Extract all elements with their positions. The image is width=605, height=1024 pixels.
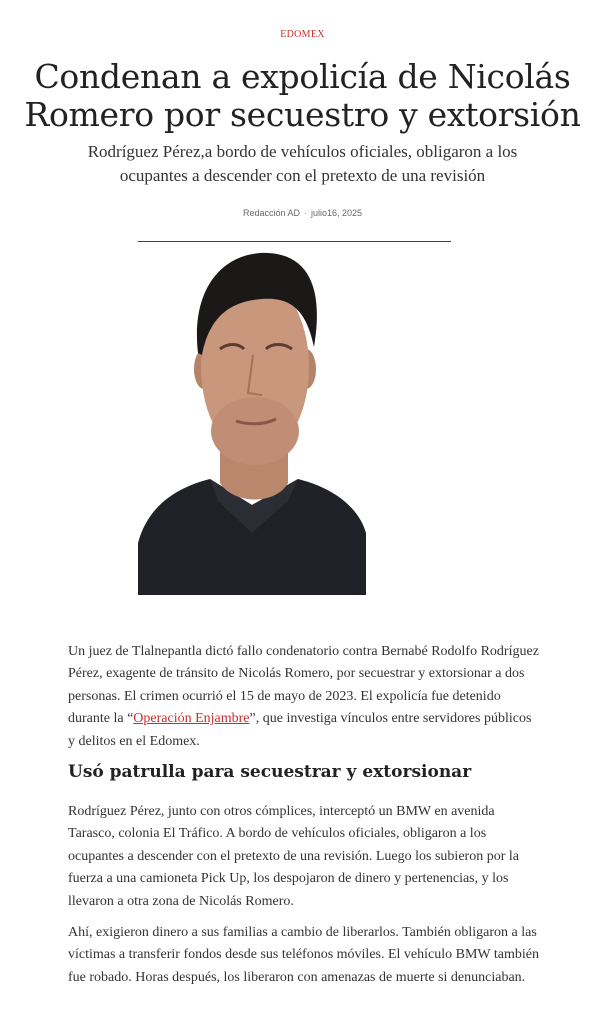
- section-subheading: Usó patrulla para secuestrar y extorsionar: [68, 762, 472, 782]
- article-body-paragraph-1: [68, 641, 540, 753]
- byline-separator: ·: [304, 208, 307, 218]
- mugshot-photo: [138, 243, 366, 595]
- paragraph-text: ”, que investiga vínculos entre servidores públicos y delitos en el Edomex.: [68, 711, 532, 749]
- article-byline: [0, 208, 605, 218]
- article-title: Condenan a expolicía de Nicolás Romero por secuestro y extorsión: [24, 57, 581, 134]
- publish-date: julio16, 2025: [311, 208, 363, 218]
- author-name[interactable]: Redacción AD: [242, 208, 300, 218]
- article-subtitle: Rodríguez Pérez,a bordo de vehículos oficiales, obligaron a los ocupantes a descender con el pretexto de una revisión: [87, 142, 518, 185]
- title-divider: [138, 241, 451, 242]
- article-photo: [138, 243, 366, 595]
- paragraph-text: Ahí, exigieron dinero a sus familias a cambio de liberarlos. También obligaron a las víctimas a transferir fondos desde sus teléfonos móviles. El vehículo BMW también fue robado. Horas después, los liberaron con amenazas de muerte si denunciaban.: [68, 925, 539, 985]
- article-body-paragraph-2: [68, 801, 540, 913]
- operacion-enjambre-link[interactable]: Operación Enjambre: [133, 711, 250, 727]
- article-category[interactable]: EDOMEX: [280, 29, 325, 40]
- paragraph-text: Un juez de Tlalnepantla dictó fallo condenatorio contra Bernabé Rodolfo Rodríguez Pérez, exagente de tránsito de Nicolás Romero, por secuestrar y extorsionar a dos personas. El crimen ocurrió el 15 de mayo de 2023. El expolicía fue detenido durante la “: [68, 644, 539, 727]
- paragraph-text: Rodríguez Pérez, junto con otros cómplices, interceptó un BMW en avenida Tarasco, colonia El Tráfico. A bordo de vehículos oficiales, obligaron a los ocupantes a descender con el pretexto de una revisión. Luego los subieron por la fuerza a una camioneta Pick Up, los despojaron de dinero y pertenencias, y los llevaron a otra zona de Nicolás Romero.: [68, 804, 519, 909]
- article-body-paragraph-3: [68, 922, 540, 989]
